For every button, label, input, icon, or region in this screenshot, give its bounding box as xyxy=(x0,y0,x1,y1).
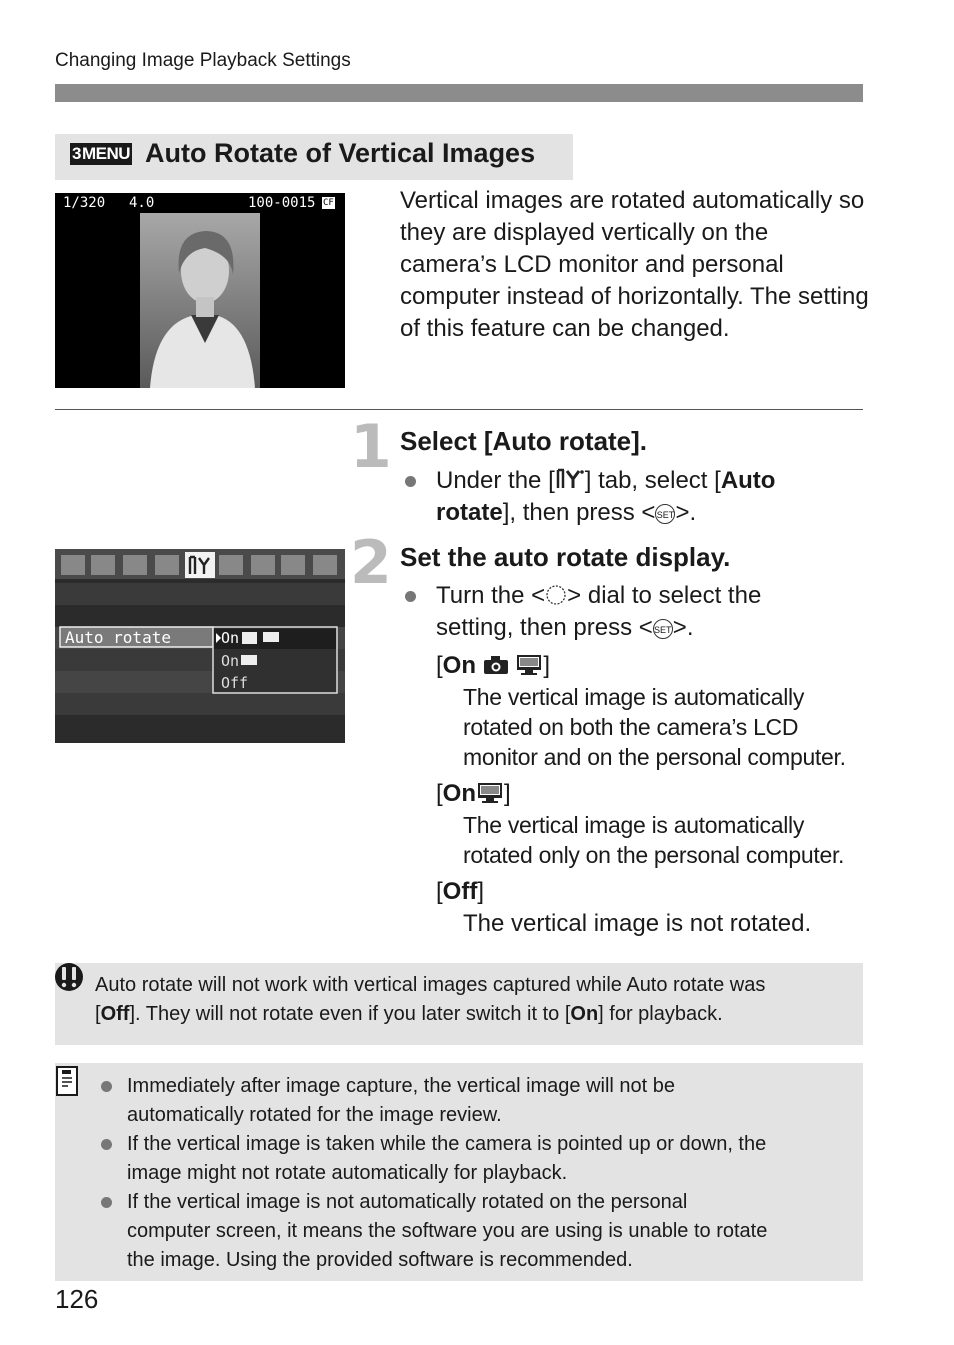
step-2-text: setting, then press < xyxy=(436,614,653,641)
step-1-text: >. xyxy=(675,499,697,526)
header-bar xyxy=(55,84,863,102)
caution-line xyxy=(95,1000,855,1029)
option-2-description xyxy=(463,810,844,870)
note-line: the image. Using the provided software is recommended. xyxy=(127,1249,633,1271)
note-line: If the vertical image is not automatically rotated on the personal xyxy=(127,1191,688,1213)
step-2-instruction xyxy=(436,580,866,644)
option-1-description xyxy=(463,682,846,772)
menu-option-on-pc: On xyxy=(221,652,240,670)
caution-text-part: ]. They will not rotate even if you later switch it to [ xyxy=(129,1003,571,1025)
bullet-icon xyxy=(101,1139,112,1150)
caution-text-part: ] for playback. xyxy=(598,1003,723,1025)
running-header: Changing Image Playback Settings xyxy=(55,50,351,71)
note-item-1 xyxy=(127,1072,857,1130)
set-button-icon: SET xyxy=(653,619,673,639)
set-button-icon: SET xyxy=(655,504,675,524)
caution-icon xyxy=(54,962,84,992)
option-off-label: [Off] xyxy=(436,878,484,905)
bullet-icon xyxy=(101,1081,112,1092)
shutter-speed: 1/320 xyxy=(63,195,106,211)
description-line: The vertical image is automatically xyxy=(463,684,805,710)
menu-item-auto-rotate: Auto rotate xyxy=(65,628,171,647)
step-1-title: Select [Auto rotate]. xyxy=(400,426,648,456)
note-line: computer screen, it means the software you are using is unable to rotate xyxy=(127,1220,768,1242)
menu-tab-icon xyxy=(70,143,132,165)
playback-photo xyxy=(55,193,345,388)
option-label-text: Off xyxy=(442,878,478,905)
file-number: 100-0015 xyxy=(248,195,316,211)
step-2-text: Turn the < xyxy=(436,582,546,609)
option-label-text: On xyxy=(442,652,476,679)
menu-option-off: Off xyxy=(221,674,249,692)
step-2-text: >. xyxy=(672,614,694,641)
note-line: automatically rotated for the image review. xyxy=(127,1104,502,1126)
step-1-instruction xyxy=(436,465,866,529)
caution-line: Auto rotate will not work with vertical images captured while Auto rotate was xyxy=(95,974,766,996)
step-1-text: ] tab, select [ xyxy=(584,467,721,494)
option-3-description xyxy=(463,908,811,940)
section-divider xyxy=(55,409,863,410)
step-1-text: Under the [ xyxy=(436,467,555,494)
aperture-value: 4.0 xyxy=(129,195,155,211)
menu-tab-number: 3 xyxy=(72,144,81,163)
camera-icon xyxy=(483,655,509,675)
step-2-number: 2 xyxy=(350,528,392,598)
section-title: Auto Rotate of Vertical Images xyxy=(145,138,536,168)
off-term: Off xyxy=(100,1003,130,1025)
note-line: Immediately after image capture, the vertical image will not be xyxy=(127,1075,676,1097)
computer-monitor-icon xyxy=(515,654,543,676)
lcd-menu-screen xyxy=(55,549,345,743)
step-2-text: > dial to select the xyxy=(567,582,762,609)
note-line: If the vertical image is taken while the camera is pointed up or down, the xyxy=(127,1133,767,1155)
bullet-icon xyxy=(405,591,416,602)
setup-tab-icon xyxy=(555,468,585,490)
step-2-title: Set the auto rotate display. xyxy=(400,542,731,572)
auto-rotate-term: rotate xyxy=(436,499,503,526)
description-line: The vertical image is not rotated. xyxy=(463,910,812,937)
description-line: rotated only on the personal computer. xyxy=(463,842,845,868)
option-label-text: On xyxy=(442,780,476,807)
menu-option-on-camera-pc: On xyxy=(221,629,240,647)
cf-card-icon: CF xyxy=(323,198,334,208)
portrait-image xyxy=(55,193,345,388)
quick-control-dial-icon xyxy=(545,584,567,606)
option-on-camera-pc-label: [On ] xyxy=(436,652,551,679)
description-line: rotated on both the camera’s LCD xyxy=(463,714,799,740)
auto-rotate-term: Auto xyxy=(720,467,776,494)
caution-text xyxy=(95,971,855,1029)
option-on-pc-label: [On ] xyxy=(436,780,511,807)
note-memo-icon xyxy=(56,1066,80,1098)
on-term: On xyxy=(570,1003,599,1025)
step-1-text: ], then press < xyxy=(502,499,656,526)
computer-monitor-icon xyxy=(476,782,504,804)
page-number: 126 xyxy=(55,1284,99,1314)
bullet-icon xyxy=(405,476,416,487)
bullet-icon xyxy=(101,1197,112,1208)
caution-text-part: [ xyxy=(95,1003,101,1025)
description-line: monitor and on the personal computer. xyxy=(463,744,846,770)
note-item-2 xyxy=(127,1130,857,1188)
note-item-3 xyxy=(127,1188,857,1275)
intro-paragraph: Vertical images are rotated automatically so they are displayed vertically on the camera’s LCD monitor and personal computer instead of horizontally. The setting of this feature can be changed. xyxy=(400,187,869,342)
note-line: image might not rotate automatically for playback. xyxy=(127,1162,568,1184)
description-line: The vertical image is automatically xyxy=(463,812,805,838)
step-1-number: 1 xyxy=(350,412,392,482)
menu-badge-text: MENU xyxy=(81,144,131,163)
